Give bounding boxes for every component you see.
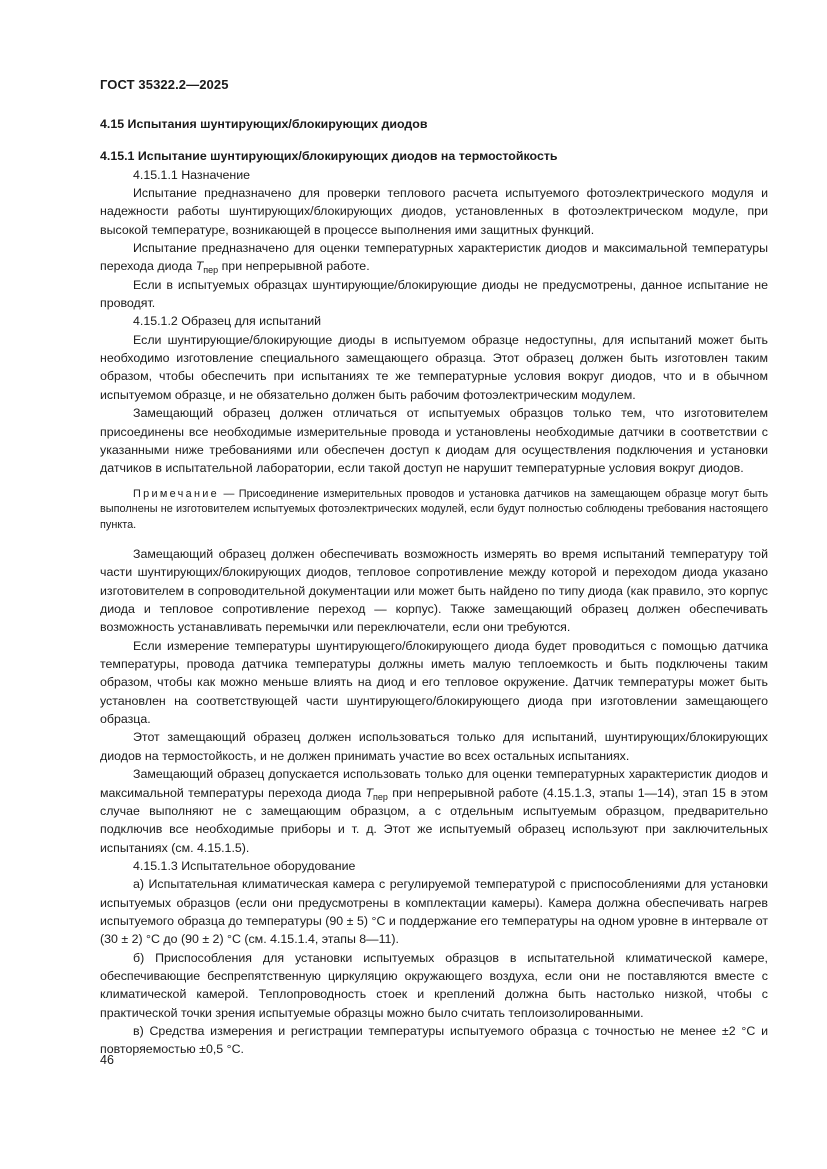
clause-title: 4.15.1.2 Образец для испытаний — [133, 314, 322, 329]
paragraph: Если шунтирующие/блокирующие диоды в испытуемом образце недоступны, для испытаний может быть необходимо изготовление специального замещающего образца. Этот образец должен быть изготовлен таким образом, чтобы обеспечить при испытаниях те же температурные условия вокруг диодов, что и в обычном испытуемом образце, и не обязательно должен быть рабочим фотоэлектрическим модулем. — [100, 332, 768, 402]
note-label: Примечание — [133, 487, 220, 500]
note — [100, 487, 768, 534]
variable-subscript: пер — [203, 265, 219, 276]
paragraph: Если в испытуемых образцах шунтирующие/блокирующие диоды не предусмотрены, данное испытание не проводят. — [100, 277, 768, 311]
variable-symbol: T — [365, 785, 374, 800]
list-item: б) Приспособления для установки испытуемых образцов в испытательной климатической камере, обеспечивающие беспрепятственную циркуляцию окружающего воздуха, если они не поставляются вместе с климатической камерой. Теплопроводность стоек и креплений должна быть настолько низкой, чтобы с практической точки зрения испытуемые образцы можно было считать теплоизолированными. — [100, 950, 768, 1020]
variable-symbol: T — [195, 259, 204, 274]
subsection-heading: 4.15.1 Испытание шунтирующих/блокирующих диодов на термостойкость — [100, 149, 558, 164]
variable-subscript: пер — [373, 791, 388, 802]
paragraph: Испытание предназначено для оценки температурных характеристик диодов и максимальной температуры перехода диода $T_{пер}$ при непрерывной работе. — [100, 241, 768, 276]
paragraph: Если измерение температуры шунтирующего/блокирующего диода будет проводиться с помощью датчика температуры, провода датчика температуры должны иметь малую теплоемкость и быть подключены таким образом, чтобы как можно меньше влиять на диод и его тепловое окружение. Датчик температуры может быть установлен на соответствующей части шунтирующего/блокирующего диода при изготовлении замещающего образца. — [100, 638, 768, 727]
paragraph: Замещающий образец допускается использовать только для оценки температурных характеристик диодов и максимальной температуры перехода диода $T_{пер}$ при непрерывной работе (4.15.1.3, этапы 1—14), этап 15 в этом случае выполняют не с замещающим образцом, а с отдельным испытуемым образцом, предварительно подключив все необходимые приборы и т. д. Этот же испытуемый образец используют при заключительных испытаниях (см. 4.15.1.5). — [100, 767, 768, 855]
paragraph: Этот замещающий образец должен использоваться только для испытаний, шунтирующих/блокирующих диодов на термостойкость, и не должен принимать участие во всех остальных испытаниях. — [100, 730, 768, 763]
document-body — [100, 115, 768, 1059]
paragraph: Замещающий образец должен отличаться от испытуемых образцов только тем, что изготовителем присоединены все необходимые измерительные провода и установлены необходимые датчики в соответствии с указанными ниже требованиями или обеспечен доступ к диодам для осуществления подключения и установки датчиков в испытательной лаборатории, если такой доступ не нарушит температурные условия вокруг диодов. — [100, 406, 768, 476]
list-item: в) Средства измерения и регистрации температуры испытуемого образца с точностью не менее ±2 °С и повторяемостью ±0,5 °С. — [100, 1023, 768, 1057]
clause-title: 4.15.1.3 Испытательное оборудование — [133, 858, 356, 873]
document-header: ГОСТ 35322.2—2025 — [100, 77, 229, 92]
clause-title: 4.15.1.1 Назначение — [133, 167, 251, 182]
paragraph: Испытание предназначено для проверки теплового расчета испытуемого фотоэлектрического модуля и надежности работы шунтирующих/блокирующих диодов, установленных в фотоэлектрическом модуле, при высокой температуре, возникающей в процессе выполнения ими защитных функций. — [100, 186, 768, 237]
paragraph: Замещающий образец должен обеспечивать возможность измерять во время испытаний температуру той части шунтирующих/блокирующих диодов, тепловое сопротивление между которой и переходом диода указано изготовителем в сопроводительной документации или может быть найдено по типу диода (как правило, это корпус диода и тепловое сопротивление переход — корпус). Также замещающий образец должен обеспечивать возможность устанавливать перемычки или переключатели, если они требуются. — [100, 547, 768, 635]
list-item: а) Испытательная климатическая камера с регулируемой температурой с приспособлениями для установки испытуемых образцов (если они предусмотрены в комплектации камеры). Камера должна обеспечивать нагрев испытуемого образца до температуры (90 ± 5) °С и поддержание его температуры на одном уровне в интервале от (30 ± 2) °С до (90 ± 2) °С (см. 4.15.1.4, этапы 8—11). — [100, 877, 768, 947]
page-number: 46 — [100, 1053, 114, 1067]
section-heading: 4.15 Испытания шунтирующих/блокирующих диодов — [100, 117, 428, 131]
note-text: — Присоединение измерительных проводов и установка датчиков на замещающем образце могут быть выполнены не изготовителем испытуемых фотоэлектрических модулей, если будут полностью соблюдены требования настоящего пункта. — [100, 487, 768, 531]
